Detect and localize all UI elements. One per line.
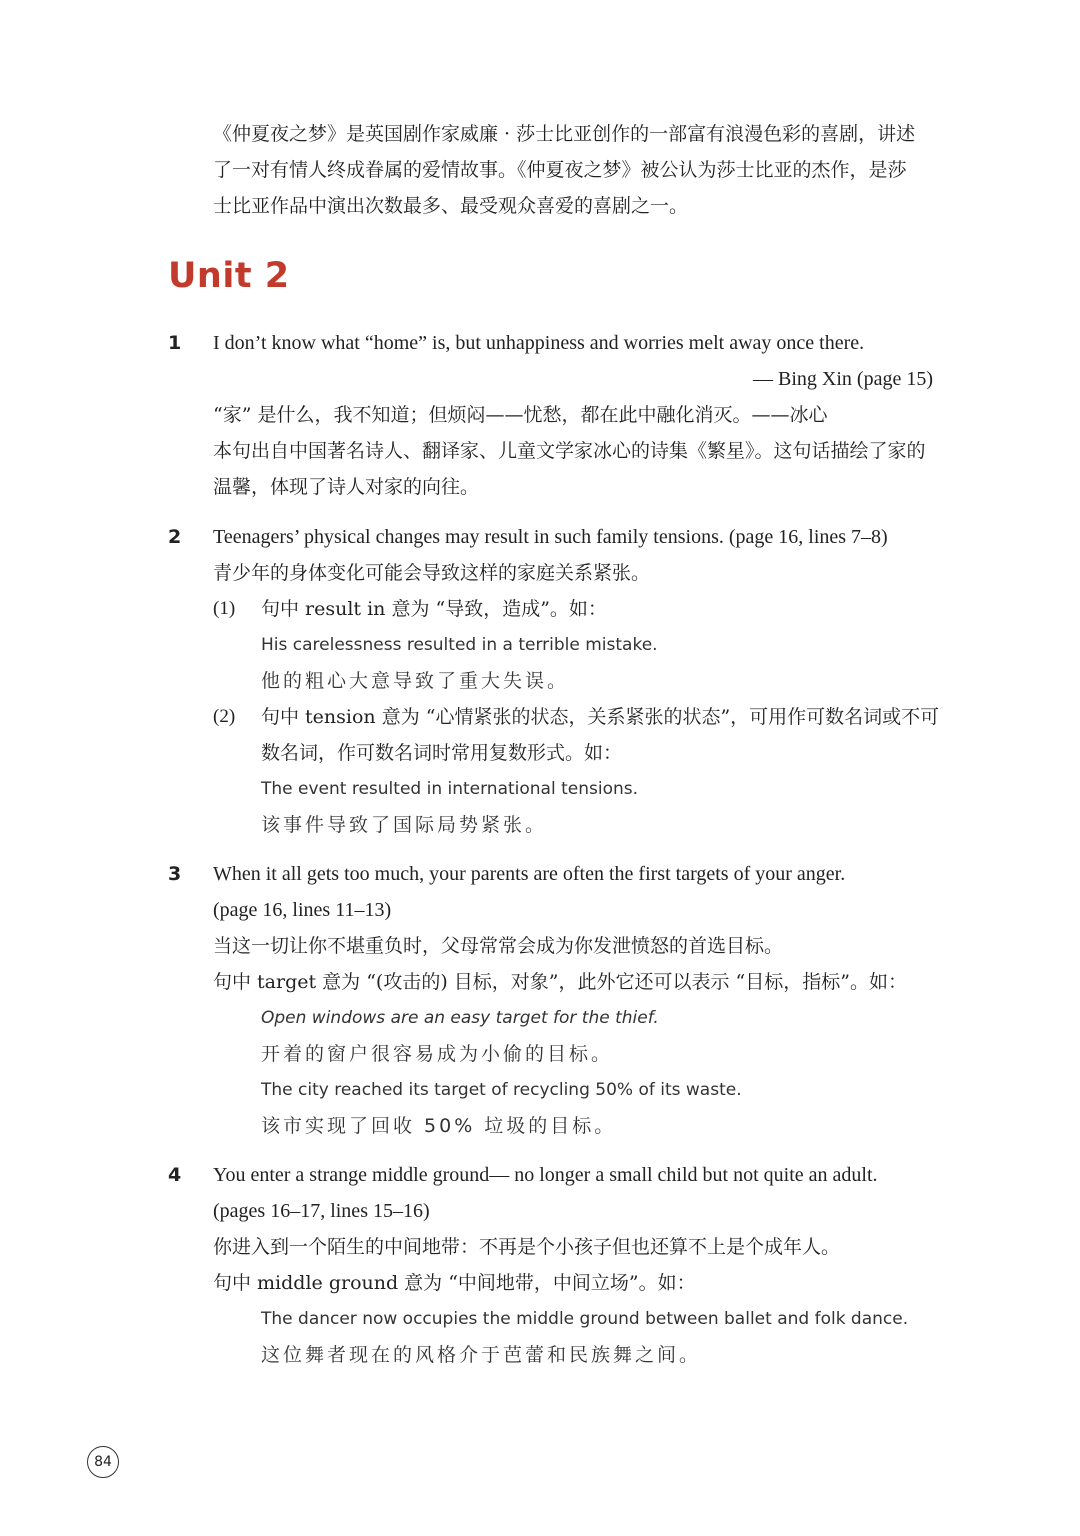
note-line: 温馨，体现了诗人对家的向往。 bbox=[213, 476, 480, 498]
translation: 你进入到一个陌生的中间地带：不再是个小孩子但也还算不上是个成年人。 bbox=[213, 1236, 841, 1258]
example-english: Open windows are an easy target for the thief. bbox=[261, 1008, 659, 1028]
item-body bbox=[213, 1157, 933, 1373]
intro-line: 了一对有情人终成眷属的爱情故事。《仲夏夜之梦》被公认为莎士比亚的杰作，是莎 bbox=[213, 159, 907, 181]
note-line: 本句出自中国著名诗人、翻译家、儿童文学家冰心的诗集《繁星》。这句话描绘了家的 bbox=[213, 440, 926, 462]
quote-line: When it all gets too much, your parents are often the first targets of your anger. bbox=[213, 863, 846, 885]
quote-source: — Bing Xin (page 15) bbox=[753, 368, 933, 390]
item-body bbox=[213, 325, 933, 505]
example-chinese: 开着的窗户很容易成为小偷的目标。 bbox=[261, 1043, 614, 1065]
item-number: 2 bbox=[168, 526, 182, 548]
example-english: The city reached its target of recycling 50% of its waste. bbox=[261, 1080, 742, 1100]
quote-line: You enter a strange middle ground— no longer a small child but not quite an adult. bbox=[213, 1164, 878, 1186]
intro-line: 《仲夏夜之梦》是英国剧作家威廉 · 莎士比亚创作的一部富有浪漫色彩的喜剧，讲述 bbox=[213, 123, 916, 145]
quote-line: (pages 16–17, lines 15–16) bbox=[213, 1200, 430, 1222]
sub-point-2 bbox=[213, 699, 940, 843]
intro-paragraph bbox=[213, 116, 933, 224]
sub-text: 句中 tension 意为 “心情紧张的状态，关系紧张的状态”，可用作可数名词或不可 bbox=[261, 706, 940, 728]
sub-point-1 bbox=[213, 591, 933, 699]
sub-text: 句中 result in 意为 “导致，造成”。如： bbox=[261, 598, 607, 620]
example-english: His carelessness resulted in a terrible mistake. bbox=[261, 635, 658, 655]
sub-label: (2) bbox=[213, 706, 236, 727]
note-line: 句中 target 意为 “(攻击的) 目标，对象”，此外它还可以表示 “目标，指标”。如： bbox=[213, 971, 907, 993]
example-english: The event resulted in international tensions. bbox=[261, 779, 639, 799]
quote-line: I don’t know what “home” is, but unhappiness and worries melt away once there. bbox=[213, 332, 865, 354]
example-chinese: 他的粗心大意导致了重大失误。 bbox=[261, 670, 570, 692]
translation: 青少年的身体变化可能会导致这样的家庭关系紧张。 bbox=[213, 562, 651, 584]
note-line: 句中 middle ground 意为 “中间地带，中间立场”。如： bbox=[213, 1272, 696, 1294]
unit-title: Unit 2 bbox=[168, 256, 290, 296]
intro-line: 士比亚作品中演出次数最多、最受观众喜爱的喜剧之一。 bbox=[213, 195, 689, 217]
example-chinese: 这位舞者现在的风格介于芭蕾和民族舞之间。 bbox=[261, 1344, 702, 1366]
quote-line: (page 16, lines 11–13) bbox=[213, 899, 392, 921]
item-number: 3 bbox=[168, 863, 182, 885]
sub-label: (1) bbox=[213, 598, 236, 619]
item-number: 1 bbox=[168, 332, 182, 354]
page-number-badge: 84 bbox=[87, 1446, 119, 1478]
example-english: The dancer now occupies the middle ground between ballet and folk dance. bbox=[261, 1309, 909, 1329]
item-number: 4 bbox=[168, 1164, 182, 1186]
item-body bbox=[213, 519, 940, 843]
example-chinese: 该事件导致了国际局势紧张。 bbox=[261, 814, 548, 836]
sub-text: 数名词，作可数名词时常用复数形式。如： bbox=[261, 742, 623, 764]
translation: “家” 是什么，我不知道；但烦闷——忧愁，都在此中融化消灭。——冰心 bbox=[213, 404, 828, 426]
translation: 当这一切让你不堪重负时，父母常常会成为你发泄愤怒的首选目标。 bbox=[213, 935, 784, 957]
item-body bbox=[213, 856, 933, 1144]
example-chinese: 该市实现了回收 50% 垃圾的目标。 bbox=[261, 1115, 617, 1137]
quote-line: Teenagers’ physical changes may result in such family tensions. (page 16, lines 7–8) bbox=[213, 526, 888, 548]
